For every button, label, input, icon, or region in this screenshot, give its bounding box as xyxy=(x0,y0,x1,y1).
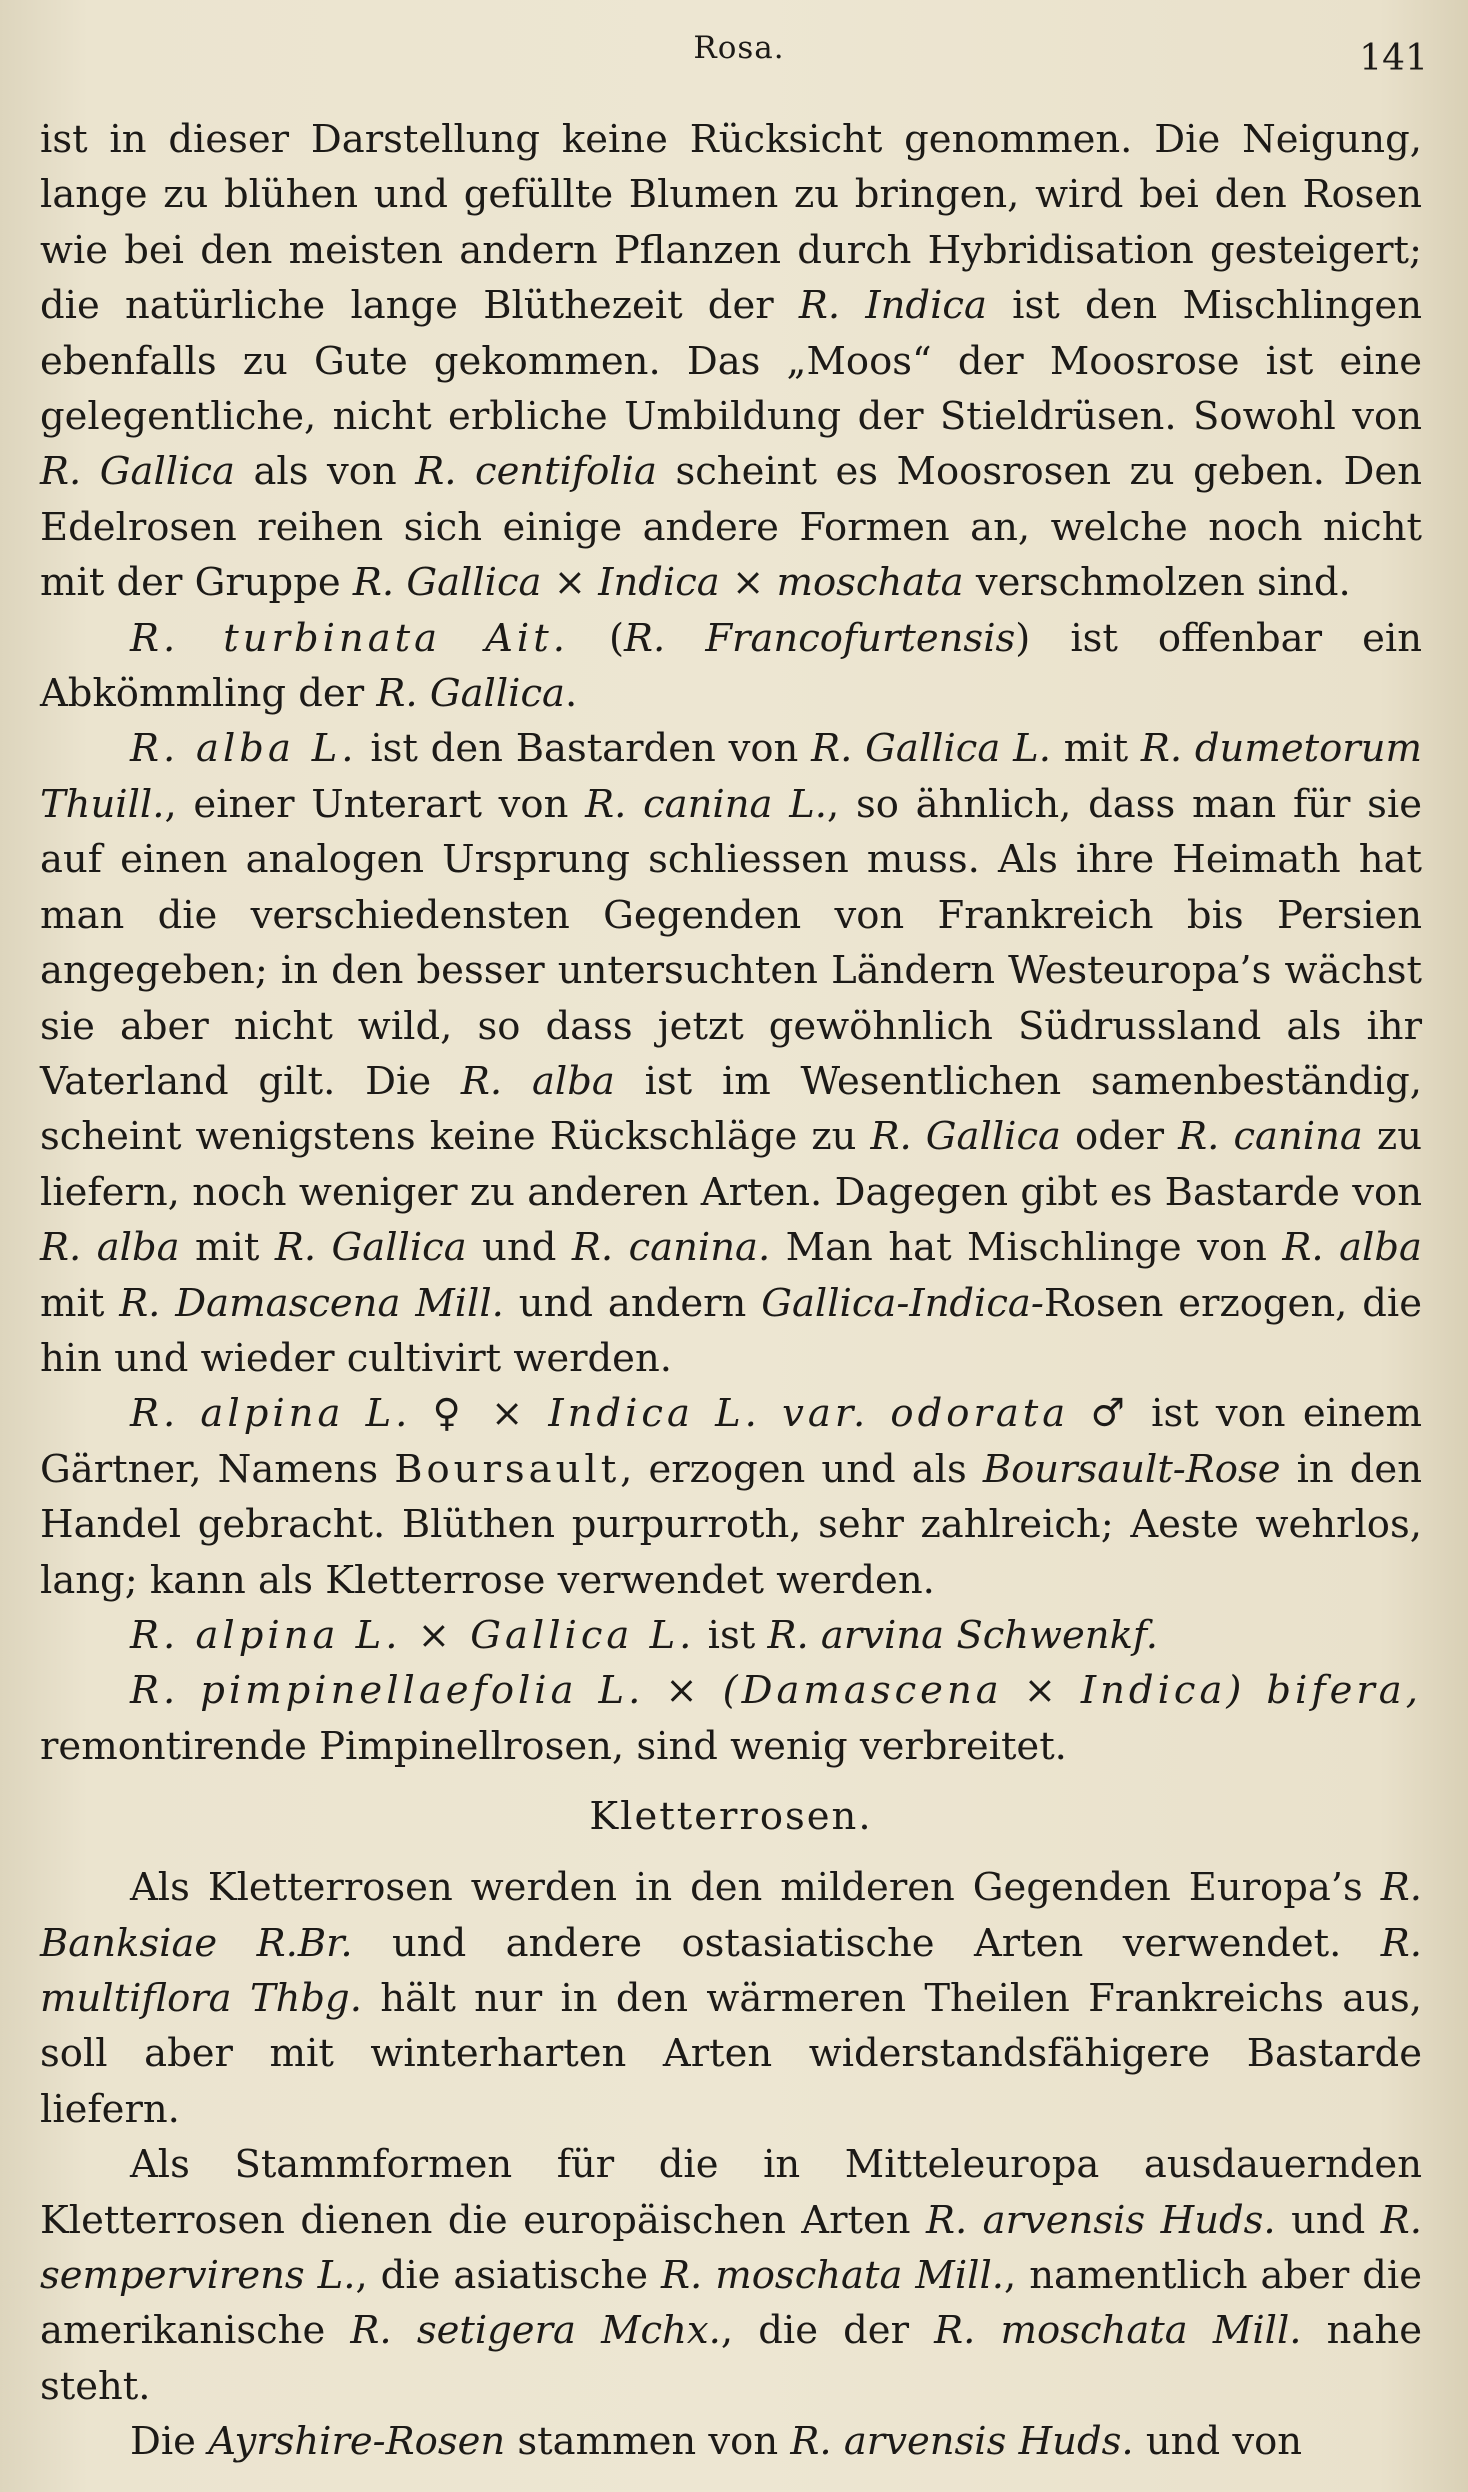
paragraph xyxy=(40,721,1422,1386)
species-name: R. Francofurtensis xyxy=(624,615,1016,661)
page-number: 141 xyxy=(1359,38,1428,79)
species-name: R. Damascena Mill. xyxy=(119,1280,504,1326)
text-run: zu liefern, noch weniger zu anderen Arten. Dagegen gibt es Bastarde von xyxy=(40,1114,1422,1215)
text-run: , einer Unterart von xyxy=(164,781,586,827)
species-name: R. multiflora Thbg. xyxy=(40,1920,1422,2021)
text-run: remontirende Pimpinellrosen, sind wenig verbreitet. xyxy=(40,1723,1067,1769)
text-run: und andern xyxy=(503,1280,762,1326)
species-name: R. Gallica xyxy=(274,1225,467,1271)
species-name: R. pimpinellaefolia L. × (Damascena × Indica) bifera, xyxy=(130,1668,1422,1714)
text-run: und andere ostasiatische Arten verwendet. xyxy=(352,1920,1381,1966)
species-name: R. alba xyxy=(1282,1225,1422,1271)
text-run: mit xyxy=(1050,726,1141,772)
species-name: R. alpina L. × Gallica L. xyxy=(130,1612,696,1658)
species-name: R. turbinata Ait. xyxy=(130,615,569,661)
text-run: , erzogen und als xyxy=(620,1446,983,1492)
text-run: , die asiatische xyxy=(355,2253,662,2299)
text-run: nahe steht. xyxy=(40,2308,1422,2409)
species-name: Boursault-Rose xyxy=(982,1446,1281,1492)
paragraphs-after-heading xyxy=(40,1860,1422,2469)
paragraph xyxy=(40,1860,1422,2137)
spaced-name: Boursault xyxy=(394,1446,621,1492)
species-name: Ayrshire-Rosen xyxy=(208,2419,506,2465)
paragraph xyxy=(40,2137,1422,2414)
species-name: R. Gallica × Indica × moschata xyxy=(352,560,964,606)
text-run: Als Kletterrosen werden in den milderen Gegenden Europa’s xyxy=(130,1865,1381,1911)
text-run: Rosen erzogen, die hin und wieder cultivirt werden. xyxy=(40,1280,1423,1381)
paragraph xyxy=(40,1663,1422,1774)
species-name: R. Banksiae R.Br. xyxy=(40,1865,1422,1966)
species-name: R. arvina Schwenkf. xyxy=(767,1612,1159,1658)
species-name: R. sempervirens L. xyxy=(40,2197,1422,2299)
text-run: oder xyxy=(1060,1114,1179,1160)
species-name: R. setigera Mchx. xyxy=(350,2308,721,2354)
text-run: Als Stammformen für die in Mitteleuropa ausdauernden Kletterrosen dienen die europäischen Arten xyxy=(40,2142,1422,2243)
text-run: , so ähnlich, dass man für sie auf einen analogen Ursprung schliessen muss. Als ihre Heimath hat man die verschiedensten Gegenden von Frankreich bis Persien angegeben; in den besser untersuchten Ländern Westeuropa’s wächst sie aber nicht wild, so dass jetzt gewöhnlich Südrussland als ihr Vaterland gilt. Die xyxy=(40,781,1422,1104)
paragraph xyxy=(40,1386,1422,1608)
text-run: hält nur in den wärmeren Theilen Frankreichs aus, soll aber mit winterharten Arten widerstandsfähigere Bastarde liefern. xyxy=(40,1976,1422,2132)
text-run: . xyxy=(565,671,578,717)
body-text xyxy=(40,112,1422,2470)
paragraph xyxy=(40,1608,1422,1663)
text-run: mit xyxy=(40,1280,120,1326)
running-title: Rosa. xyxy=(693,30,785,66)
text-run: ( xyxy=(568,615,625,661)
text-run: mit xyxy=(179,1225,275,1271)
paragraph xyxy=(40,112,1422,611)
text-run: ist in dieser Darstellung keine Rücksicht genommen. Die Neigung, lange zu blühen und gefüllte Blumen zu bringen, wird bei den Rosen wie bei den meisten andern Pflanzen durch Hybridisation gesteigert; die natürliche lange Blüthezeit der xyxy=(40,117,1422,329)
running-head xyxy=(40,30,1438,80)
text-run: ist von einem Gärtner, Namens xyxy=(40,1391,1422,1492)
text-run: und xyxy=(466,1225,572,1271)
text-run: ) ist offenbar ein Abkömmling der xyxy=(40,615,1422,717)
species-name: R. canina L. xyxy=(585,781,827,827)
species-name: R. Gallica xyxy=(40,449,235,495)
species-name: R. alba xyxy=(460,1058,615,1104)
paragraph xyxy=(40,2414,1422,2469)
species-name: R. alba xyxy=(40,1225,180,1271)
text-run: , namentlich aber die amerikanische xyxy=(40,2253,1423,2354)
text-run: ist im Wesentlichen samenbeständig, scheint wenigstens keine Rückschläge zu xyxy=(40,1058,1422,1160)
text-run: Die xyxy=(130,2419,209,2465)
text-run: scheint es Moosrosen zu geben. Den Edelrosen reihen sich einige andere Formen an, welche noch nicht mit der Gruppe xyxy=(40,449,1422,606)
text-run: ist den Bastarden von xyxy=(357,726,812,772)
species-name: R. Gallica L. xyxy=(811,726,1051,772)
species-name: R. alba L. xyxy=(130,726,358,772)
text-run: , die der xyxy=(720,2308,935,2354)
species-name: R. arvensis Huds. xyxy=(926,2197,1276,2243)
text-run: als von xyxy=(234,449,416,495)
species-name: R. Indica xyxy=(798,283,987,329)
text-run: Man hat Mischlinge von xyxy=(770,1225,1283,1271)
species-name: R. arvensis Huds. xyxy=(790,2419,1134,2465)
species-name: R. canina xyxy=(1178,1114,1363,1160)
species-name: R. canina. xyxy=(571,1225,771,1271)
species-name: R. centifolia xyxy=(415,449,657,495)
species-name: R. Gallica xyxy=(376,671,565,717)
paragraphs-before-heading xyxy=(40,112,1422,1774)
section-heading: Kletterrosen. xyxy=(589,1794,873,1840)
species-name: R. dumetorum Thuill. xyxy=(40,726,1423,827)
text-run: in den Handel gebracht. Blüthen purpurroth, sehr zahlreich; Aeste wehrlos, lang; kann als Kletterrose verwendet werden. xyxy=(40,1446,1422,1603)
text-run: verschmolzen sind. xyxy=(963,560,1351,606)
text-run: und xyxy=(1275,2197,1381,2243)
species-name: R. moschata Mill. xyxy=(661,2253,1005,2299)
species-name: Gallica-Indica- xyxy=(761,1280,1044,1326)
text-run: stammen von xyxy=(505,2419,791,2465)
text-run: und von xyxy=(1133,2419,1303,2465)
text-run: ist den Mischlingen ebenfalls zu Gute gekommen. Das „Moos“ der Moosrose ist eine gelegentliche, nicht erbliche Umbildung der Stieldrüsen. Sowohl von xyxy=(40,283,1422,440)
paragraph xyxy=(40,611,1422,722)
species-name: R. moschata Mill. xyxy=(934,2308,1302,2354)
species-name: R. Gallica xyxy=(870,1114,1061,1160)
text-run: ist xyxy=(695,1612,768,1658)
species-name: R. alpina L. ♀ × Indica L. var. odorata ♂ xyxy=(130,1391,1134,1437)
